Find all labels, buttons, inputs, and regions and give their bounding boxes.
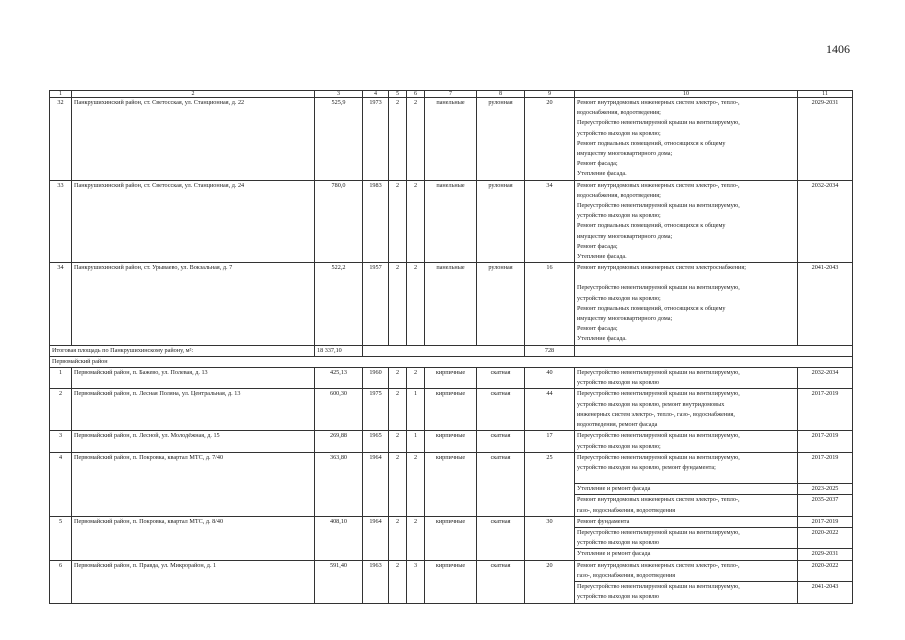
work-text-line: имуществу многоквартирного дома; xyxy=(577,150,673,158)
table-row xyxy=(50,560,853,603)
area-cell: 780,0 xyxy=(315,180,363,263)
row-number: 5 xyxy=(50,516,72,560)
table-row xyxy=(50,452,853,516)
work-text-line: устройство выходов на кровлю; xyxy=(577,442,661,450)
residents-cell: 17 xyxy=(525,431,575,452)
work-item xyxy=(577,273,795,303)
year-cell: 1965 xyxy=(363,431,389,452)
roof-cell: скатная xyxy=(477,560,525,603)
section-title: Первомайский район xyxy=(50,356,853,367)
roof-cell: скатная xyxy=(477,368,525,389)
work-text-line: Ремонт фасада; xyxy=(577,242,618,250)
address-cell: Первомайский район, п. Бажево, ул. Полевая, д. 13 xyxy=(72,368,315,389)
column-number: 2 xyxy=(72,91,315,98)
header-row xyxy=(50,91,853,98)
entrances-cell: 3 xyxy=(407,560,425,603)
year-cell: 1960 xyxy=(363,368,389,389)
work-text-line: Утепление фасада. xyxy=(577,335,627,343)
work-text-line: газо-, водоснабжения, водоотведения xyxy=(577,506,676,514)
floors-cell: 2 xyxy=(389,98,407,181)
column-number: 11 xyxy=(798,91,853,98)
work-text-line: Ремонт фасада; xyxy=(577,325,618,333)
address-cell: Первомайский район, п. Покровка, квартал МТС, д. 7/40 xyxy=(72,452,315,516)
row-number: 2 xyxy=(50,389,72,431)
period-cell xyxy=(798,452,853,516)
work-item xyxy=(577,252,795,262)
column-number: 10 xyxy=(575,91,798,98)
residents-cell: 44 xyxy=(525,389,575,431)
work-text-line: Ремонт фундамента xyxy=(577,517,630,525)
period-value: 2020-2022 xyxy=(811,561,839,569)
work-text-line: Переустройство невентилируемой крыши на вентилируемую, xyxy=(577,119,740,127)
period-value: 2017-2019 xyxy=(811,390,839,398)
walls-cell: кирпичные xyxy=(425,389,477,431)
work-text-line: устройство выходов на кровлю, ремонт фундамента; xyxy=(577,463,716,471)
table-row xyxy=(50,180,853,263)
residents-cell: 30 xyxy=(525,516,575,560)
work-item xyxy=(577,561,795,581)
period-value: 2035-2037 xyxy=(798,494,852,515)
walls-cell: панельные xyxy=(425,263,477,345)
section-row xyxy=(50,356,853,367)
works-cell xyxy=(575,98,798,181)
year-cell: 1983 xyxy=(363,180,389,263)
work-text-line: имуществу многоквартирного дома; xyxy=(577,232,673,240)
walls-cell: кирпичные xyxy=(425,452,477,516)
work-text-line: устройство выходов на кровлю; xyxy=(577,212,661,220)
total-residents: 728 xyxy=(525,345,575,356)
work-item xyxy=(577,181,795,201)
row-number: 34 xyxy=(50,263,72,345)
area-cell: 363,80 xyxy=(315,452,363,516)
table-row xyxy=(50,431,853,452)
work-item xyxy=(575,494,797,515)
works-cell xyxy=(575,368,798,389)
column-number: 3 xyxy=(315,91,363,98)
column-number: 9 xyxy=(525,91,575,98)
floors-cell: 2 xyxy=(389,452,407,516)
column-number: 8 xyxy=(477,91,525,98)
table-row xyxy=(50,389,853,431)
work-item xyxy=(577,221,795,241)
work-text-line: Утепление и ремонт фасада xyxy=(577,550,651,558)
entrances-cell: 2 xyxy=(407,98,425,181)
row-number: 1 xyxy=(50,368,72,389)
works-cell xyxy=(575,452,798,516)
work-text-line: Ремонт внутридомовых инженерных систем электро-, тепло-, xyxy=(577,181,740,189)
work-item xyxy=(577,169,795,179)
roof-cell: скатная xyxy=(477,431,525,452)
work-item xyxy=(575,581,797,602)
work-item xyxy=(577,368,795,388)
work-text-line: Переустройство невентилируемой крыши на вентилируемую, xyxy=(577,529,740,537)
table-row xyxy=(50,516,853,560)
work-item xyxy=(577,389,795,430)
work-text-line: Ремонт внутридомовых инженерных систем электро-, тепло-, xyxy=(577,99,740,106)
period-cell xyxy=(798,368,853,389)
works-cell xyxy=(575,389,798,431)
period-value: 2017-2019 xyxy=(811,453,839,461)
work-item xyxy=(577,139,795,159)
work-text-line: Утепление и ремонт фасада xyxy=(577,485,651,493)
work-text-line: инженерных систем электро-, тепло-, газо-, водоснабжения, xyxy=(577,410,735,418)
work-text-line: водоснабжения, водоотведения; xyxy=(577,109,661,117)
roof-cell: скатная xyxy=(477,452,525,516)
total-row xyxy=(50,345,853,356)
area-cell: 269,88 xyxy=(315,431,363,452)
floors-cell: 2 xyxy=(389,431,407,452)
walls-cell: кирпичные xyxy=(425,560,477,603)
work-text-line: устройство выходов на кровлю; xyxy=(577,294,661,302)
work-text-line: Переустройство невентилируемой крыши на вентилируемую, xyxy=(577,453,740,461)
work-text-line: Ремонт подвальных помещений, относящихся к общему xyxy=(577,139,726,147)
floors-cell: 2 xyxy=(389,180,407,263)
work-item xyxy=(577,201,795,221)
work-item xyxy=(577,263,795,273)
floors-cell: 2 xyxy=(389,263,407,345)
column-number: 7 xyxy=(425,91,477,98)
walls-cell: кирпичные xyxy=(425,368,477,389)
work-text-line: Переустройство невентилируемой крыши на вентилируемую, xyxy=(577,369,740,377)
roof-cell: скатная xyxy=(477,516,525,560)
floors-cell: 2 xyxy=(389,389,407,431)
entrances-cell: 2 xyxy=(407,452,425,516)
works-cell xyxy=(575,263,798,345)
walls-cell: кирпичные xyxy=(425,431,477,452)
area-cell: 600,30 xyxy=(315,389,363,431)
year-cell: 1963 xyxy=(363,560,389,603)
work-text-line: Ремонт внутридомовых инженерных систем электро-, тепло-, xyxy=(577,496,740,504)
row-number: 4 xyxy=(50,452,72,516)
page-number: 1406 xyxy=(826,42,850,56)
work-text-line: устройство выходов на кровлю xyxy=(577,593,659,601)
residents-cell: 20 xyxy=(525,98,575,181)
area-cell: 591,40 xyxy=(315,560,363,603)
work-text-line: устройство выходов на кровлю xyxy=(577,379,659,387)
work-text-line: водоснабжения, водоотведения; xyxy=(577,191,661,199)
year-cell: 1975 xyxy=(363,389,389,431)
work-text-line: Ремонт подвальных помещений, относящихся к общему xyxy=(577,222,726,230)
total-area: 18 337,10 xyxy=(315,345,363,356)
work-item xyxy=(575,483,797,494)
row-number: 32 xyxy=(50,98,72,181)
work-text-line: Переустройство невентилируемой крыши на вентилируемую, xyxy=(577,202,740,210)
column-number: 4 xyxy=(363,91,389,98)
entrances-cell: 2 xyxy=(407,368,425,389)
period-value: 2023-2025 xyxy=(798,483,852,494)
roof-cell: рулонная xyxy=(477,180,525,263)
area-cell: 425,13 xyxy=(315,368,363,389)
year-cell: 1973 xyxy=(363,98,389,181)
work-item xyxy=(575,527,797,548)
walls-cell: кирпичные xyxy=(425,516,477,560)
roof-cell: скатная xyxy=(477,389,525,431)
period-cell xyxy=(798,560,853,603)
address-cell: Панкрушихинский район, ст. Урываево, ул. Вокзальная, д. 7 xyxy=(72,263,315,345)
table-row xyxy=(50,263,853,345)
row-number: 33 xyxy=(50,180,72,263)
work-text-line: Утепление фасада. xyxy=(577,170,627,178)
work-item xyxy=(577,334,795,344)
walls-cell: панельные xyxy=(425,180,477,263)
work-text-line: Ремонт внутридомовых инженерных систем электро-, тепло-, xyxy=(577,561,740,569)
residents-cell: 16 xyxy=(525,263,575,345)
column-number: 5 xyxy=(389,91,407,98)
period-value: 2032-2034 xyxy=(811,369,839,377)
year-cell: 1964 xyxy=(363,452,389,516)
period-cell: 2029-2031 xyxy=(798,98,853,181)
year-cell: 1957 xyxy=(363,263,389,345)
floors-cell: 2 xyxy=(389,560,407,603)
entrances-cell: 1 xyxy=(407,389,425,431)
work-text-line: Ремонт фасада; xyxy=(577,160,618,168)
total-label: Итоговая площадь по Панкрушихинскому району, м²: xyxy=(50,345,315,356)
roof-cell: рулонная xyxy=(477,263,525,345)
table-row xyxy=(50,98,853,181)
row-number: 6 xyxy=(50,560,72,603)
period-cell xyxy=(798,516,853,560)
entrances-cell: 1 xyxy=(407,431,425,452)
residents-cell: 34 xyxy=(525,180,575,263)
work-item xyxy=(577,304,795,324)
address-cell: Первомайский район, п. Лесной, ул. Молодёжная, д. 15 xyxy=(72,431,315,452)
address-cell: Панкрушихинский район, ст. Светосская, ул. Станционная, д. 24 xyxy=(72,180,315,263)
floors-cell: 2 xyxy=(389,368,407,389)
period-cell xyxy=(798,431,853,452)
work-text-line: Переустройство невентилируемой крыши на вентилируемую, xyxy=(577,390,740,398)
area-cell: 522,2 xyxy=(315,263,363,345)
walls-cell: панельные xyxy=(425,98,477,181)
roof-cell: рулонная xyxy=(477,98,525,181)
work-text-line: имуществу многоквартирного дома; xyxy=(577,315,673,323)
area-cell: 408,10 xyxy=(315,516,363,560)
works-cell xyxy=(575,180,798,263)
column-number: 6 xyxy=(407,91,425,98)
table-row xyxy=(50,368,853,389)
work-item xyxy=(577,159,795,169)
row-number: 3 xyxy=(50,431,72,452)
work-text-line: водоотведения, ремонт фасада xyxy=(577,421,658,429)
address-cell: Первомайский район, п. Лесная Поляна, ул. Центральная, д. 13 xyxy=(72,389,315,431)
entrances-cell: 2 xyxy=(407,180,425,263)
address-cell: Панкрушихинский район, ст. Светосская, ул. Станционная, д. 22 xyxy=(72,98,315,181)
entrances-cell: 2 xyxy=(407,263,425,345)
period-value: 2029-2031 xyxy=(798,548,852,559)
address-cell: Первомайский район, п. Покровка, квартал МТС, д. 8/40 xyxy=(72,516,315,560)
capital-repair-table xyxy=(49,90,853,604)
column-number: 1 xyxy=(50,91,72,98)
address-cell: Первомайский район, п. Правда, ул. Микрорайон, д. 1 xyxy=(72,560,315,603)
work-text-line: устройство выходов на кровлю; xyxy=(577,129,661,137)
works-cell xyxy=(575,516,798,560)
period-value: 2020-2022 xyxy=(798,527,852,548)
work-text-line: Переустройство невентилируемой крыши на вентилируемую, xyxy=(577,432,740,440)
work-text-line: Переустройство невентилируемой крыши на вентилируемую, xyxy=(577,284,740,292)
period-cell: 2032-2034 xyxy=(798,180,853,263)
residents-cell: 40 xyxy=(525,368,575,389)
floors-cell: 2 xyxy=(389,516,407,560)
empty-cell xyxy=(363,345,525,356)
work-item xyxy=(575,548,797,559)
works-cell xyxy=(575,560,798,603)
entrances-cell: 2 xyxy=(407,516,425,560)
period-value: 2017-2019 xyxy=(811,517,839,525)
period-value: 2041-2043 xyxy=(798,581,852,602)
period-value: 2017-2019 xyxy=(811,432,839,440)
work-item xyxy=(577,324,795,334)
work-text-line: Переустройство невентилируемой крыши на вентилируемую, xyxy=(577,583,740,591)
work-item xyxy=(577,431,795,451)
work-text-line: Утепление фасада. xyxy=(577,253,627,261)
work-text-line: устройство выходов на кровлю, ремонт внутридомовых xyxy=(577,400,725,408)
work-text-line: газо-, водоснабжения, водоотведения xyxy=(577,571,676,579)
work-text-line: Ремонт внутридомовых инженерных систем электроснабжения; xyxy=(577,264,746,272)
work-text-line: Ремонт подвальных помещений, относящихся к общему xyxy=(577,304,726,312)
works-cell xyxy=(575,431,798,452)
work-item xyxy=(577,242,795,252)
area-cell: 525,9 xyxy=(315,98,363,181)
work-item xyxy=(577,98,795,118)
residents-cell: 25 xyxy=(525,452,575,516)
work-text-line: устройство выходов на кровлю xyxy=(577,539,659,547)
residents-cell: 20 xyxy=(525,560,575,603)
empty-cell xyxy=(575,345,853,356)
period-cell: 2041-2043 xyxy=(798,263,853,345)
work-item xyxy=(577,118,795,138)
work-item xyxy=(577,517,795,527)
year-cell: 1964 xyxy=(363,516,389,560)
work-item xyxy=(577,453,795,483)
period-cell xyxy=(798,389,853,431)
